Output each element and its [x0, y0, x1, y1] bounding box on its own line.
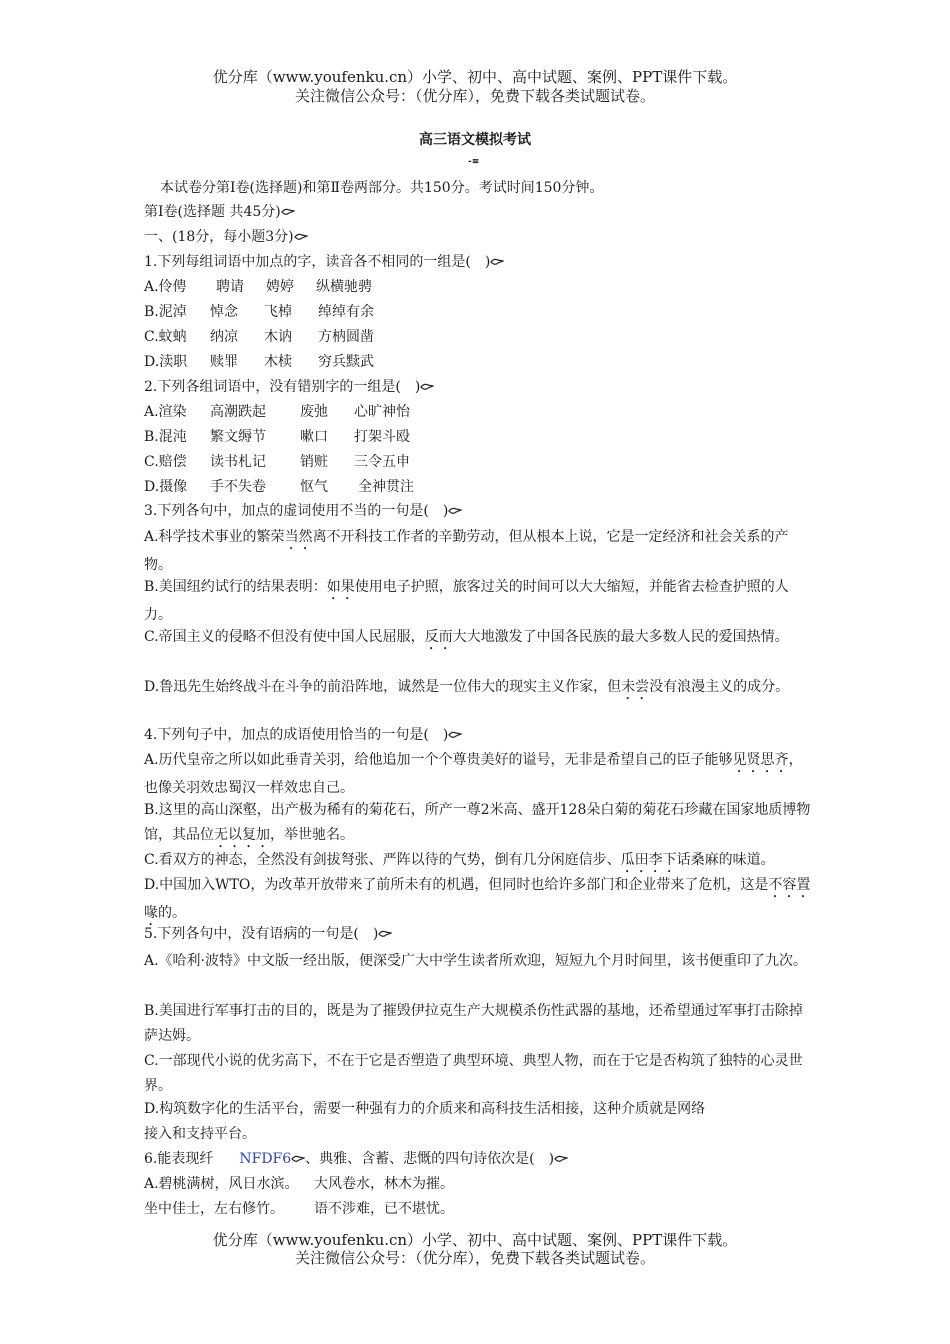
section1-heading: 一、(18分，每小题3分) [144, 227, 814, 247]
q1-stem: 1.下列每组词语中加点的字，读音各不相同的一组是( ) [144, 252, 814, 272]
q5-option-c: C.一部现代小说的优劣高下，不在于它是否塑造了典型环境、典型人物，而在于它是否构筑了独特的心灵世界。 [144, 1053, 803, 1094]
part1-heading: 第Ⅰ卷(选择题 共45分) [144, 202, 814, 222]
q2-option-a: A.渲染 高潮跌起 废弛 心旷神怡 [144, 404, 410, 420]
hand-pointer-icon [554, 1154, 568, 1164]
q3-option-d: D.鲁迅先生始终战斗在斗争的前沿阵地，诚然是一位伟大的现实主义作家，但未尝没有浪漫主义的成分。 [144, 679, 790, 695]
q2-option-c: C.赔偿 读书札记 销赃 三令五申 [144, 454, 410, 470]
page-title: 高三语文模拟考试 [419, 132, 531, 148]
q1-option-d: D.渎职 赎罪 木椟 穷兵黩武 [144, 354, 374, 370]
hand-pointer-icon [294, 232, 308, 242]
q4-option-d: D.中国加入WTO，为改革开放带来了前所未有的机遇，但同时也给许多部门和企业带来了危机，这是不容置喙的。 [144, 877, 811, 921]
q1-option-a: A.伶俜 聘请 娉婷 纵横驰骋 [144, 279, 372, 295]
q4-stem: 4.下列句子中，加点的成语使用恰当的一句是( ) [144, 725, 814, 745]
q4-option-a: A.历代皇帝之所以如此垂青关羽，给他追加一个个尊贵美好的谥号，无非是希望自己的臣子能够见贤思齐，也像关羽效忠蜀汉一样效忠自己。 [144, 752, 803, 796]
q4-option-b: B.这里的高山深壑，出产极为稀有的菊花石，所产一尊2米高、盛开128朵白菊的菊花石珍藏在国家地质博物馆，其品位无以复加，举世驰名。 [144, 802, 811, 843]
q1-option-c: C.蚊蚋 纳凉 木讷 方枘圆凿 [144, 329, 374, 345]
hand-pointer-icon [420, 382, 434, 392]
q6-option-a-line1: A.碧桃满树，风日水滨。 大风卷水，林木为摧。 [144, 1176, 454, 1192]
q3-option-c: C.帝国主义的侵略不但没有使中国人民屈服，反而大大地激发了中国各民族的最大多数人民的爱国热情。 [144, 629, 789, 645]
q5-option-d-line1: D.构筑数字化的生活平台，需要一种强有力的介质来和高科技生活相接，这种介质就是网络 [144, 1101, 706, 1117]
q2-option-b: B.混沌 繁文缛节 嗽口 打架斗殴 [144, 429, 410, 445]
intro-text: 本试卷分第Ⅰ卷(选择题)和第Ⅱ卷两部分。共150分。考试时间150分钟。 [160, 180, 604, 196]
q3-option-b: B.美国纽约试行的结果表明：如果使用电子护照，旅客过关的时间可以大大缩短，并能省去检查护照的人力。 [144, 579, 789, 623]
footer-line-1: 优分库（www.youfenku.cn）小学、初中、高中试题、案例、PPT课件下载。 [212, 1231, 738, 1249]
hand-pointer-icon [490, 257, 504, 267]
q2-stem: 2.下列各组词语中，没有错别字的一组是( ) [144, 377, 814, 397]
header-line-1: 优分库（www.youfenku.cn）小学、初中、高中试题、案例、PPT课件下载。 [212, 68, 738, 86]
q5-option-b: B.美国进行军事打击的目的，既是为了摧毁伊拉克生产大规模杀伤性武器的基地，还希望通过军事打击除掉萨达姆。 [144, 1003, 803, 1044]
q5-option-a: A.《哈利·波特》中文版一经出版，便深受广大中学生读者所欢迎，短短九个月时间里，该书便重印了九次。 [144, 953, 808, 969]
hand-pointer-icon [448, 730, 462, 740]
title-mark: -≡ [468, 157, 480, 167]
header-line-2: 关注微信公众号：（优分库），免费下载各类试题试卷。 [294, 87, 655, 105]
q5-option-d-line2: 接入和支持平台。 [144, 1126, 256, 1142]
footer-line-2: 关注微信公众号：（优分库），免费下载各类试题试卷。 [294, 1249, 655, 1267]
q5-stem: 5.下列各句中，没有语病的一句是( ) [144, 924, 814, 944]
hand-pointer-icon [378, 929, 392, 939]
q1-option-b: B.泥淖 悼念 飞棹 绰绰有余 [144, 304, 374, 320]
q3-stem: 3.下列各句中，加点的虚词使用不当的一句是( ) [144, 501, 814, 521]
q3-option-a: A.科学技术事业的繁荣当然离不开科技工作者的辛勤劳动，但从根本上说，它是一定经济和社会关系的产物。 [144, 529, 789, 573]
hand-pointer-icon [448, 506, 462, 516]
q4-option-c: C.看双方的神态，全然没有剑拔弩张、严阵以待的气势，倒有几分闲庭信步、瓜田李下话桑麻的味道。 [144, 852, 775, 868]
q6-option-a-line2: 坐中佳士，左右修竹。 语不涉难，已不堪忧。 [144, 1201, 454, 1217]
q2-option-d: D.摄像 手不失卷 怄气 全神贯注 [144, 479, 414, 495]
hand-pointer-icon [291, 1154, 305, 1164]
q6-code: NFDF6 [239, 1151, 292, 1167]
hand-pointer-icon [281, 207, 295, 217]
q6-stem: 6.能表现纤 NFDF6 、典雅、含蓄、悲慨的四句诗依次是( ) [144, 1149, 814, 1169]
